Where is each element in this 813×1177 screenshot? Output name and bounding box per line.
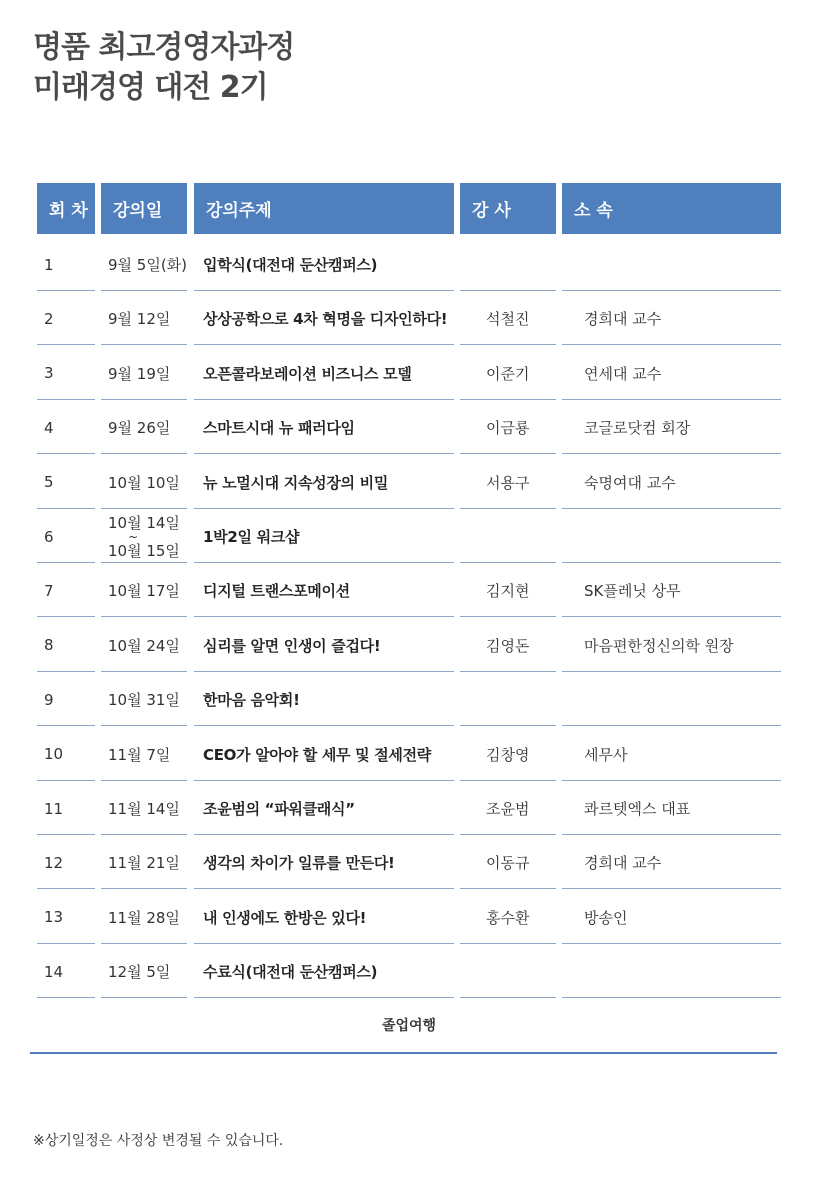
- row-divider: [194, 508, 454, 509]
- header-topic: 강의주제: [194, 183, 454, 234]
- session-number: 12: [44, 853, 64, 872]
- lecture-topic: 오픈콜라보레이션 비즈니스 모델: [203, 364, 412, 383]
- row-divider: [101, 344, 187, 345]
- row-divider: [37, 399, 95, 400]
- session-number: 9: [44, 690, 54, 709]
- lecturer-affiliation: 코글로닷컴 회장: [584, 419, 691, 438]
- lecturer-name: [486, 510, 556, 563]
- lecturer-name: [486, 673, 556, 726]
- lecture-topic: 스마트시대 뉴 패러다임: [203, 419, 355, 438]
- row-divider: [37, 290, 95, 291]
- lecture-topic: 디지털 트랜스포메이션: [203, 582, 350, 601]
- lecture-date: 10월 31일: [108, 691, 180, 710]
- row-divider: [37, 616, 95, 617]
- row-divider: [101, 562, 187, 563]
- row-divider: [101, 834, 187, 835]
- lecturer-name: 조윤범: [486, 800, 530, 818]
- lecturer-affiliation: 경희대 교수: [584, 854, 662, 873]
- row-divider: [460, 344, 556, 345]
- row-divider: [562, 725, 781, 726]
- lecture-topic: 심리를 알면 인생이 즐겁다!: [203, 636, 381, 655]
- row-divider: [194, 344, 454, 345]
- lecturer-affiliation: [584, 945, 784, 998]
- table-row: [0, 347, 813, 401]
- lecturer-name: 홍수환: [486, 908, 530, 927]
- title-line-2: 미래경영 대전 2기: [33, 70, 268, 105]
- graduation-trip-row: 졸업여행: [381, 1018, 437, 1034]
- row-divider: [101, 399, 187, 400]
- row-divider: [460, 616, 556, 617]
- row-divider: [562, 453, 781, 454]
- row-divider: [37, 562, 95, 563]
- row-divider: [194, 780, 454, 781]
- lecturer-name: 서용구: [486, 473, 530, 492]
- row-divider: [562, 943, 781, 944]
- table-row: [0, 728, 813, 782]
- lecture-topic: 입학식(대전대 둔산캠퍼스): [203, 256, 378, 274]
- table-row: [0, 510, 813, 564]
- lecturer-name: [486, 945, 556, 998]
- lecturer-affiliation: 마음편한정신의학 원장: [584, 636, 734, 655]
- row-divider: [37, 453, 95, 454]
- session-number: 5: [44, 473, 54, 492]
- lecture-topic: 수료식(대전대 둔산캠퍼스): [203, 963, 378, 982]
- lecturer-affiliation: 콰르텟엑스 대표: [584, 800, 691, 818]
- lecturer-name: 이금룡: [486, 419, 530, 438]
- row-divider: [562, 834, 781, 835]
- lecture-date: 10월 24일: [108, 636, 180, 655]
- row-divider: [562, 888, 781, 889]
- row-divider: [460, 562, 556, 563]
- lecture-date: 9월 19일: [108, 364, 171, 383]
- session-number: 14: [44, 962, 64, 981]
- row-divider: [562, 616, 781, 617]
- row-divider: [562, 508, 781, 509]
- lecturer-affiliation: 연세대 교수: [584, 364, 662, 383]
- lecturer-affiliation: [584, 238, 784, 291]
- lecture-topic: 조윤범의 “파워클래식”: [203, 800, 355, 818]
- row-divider: [460, 943, 556, 944]
- table-row: [0, 292, 813, 346]
- row-divider: [562, 562, 781, 563]
- row-divider: [101, 616, 187, 617]
- header-affiliation: 소 속: [562, 183, 781, 234]
- title-line-1: 명품 최고경영자과정: [33, 30, 295, 65]
- row-divider: [562, 780, 781, 781]
- row-divider: [37, 344, 95, 345]
- row-divider: [194, 616, 454, 617]
- row-divider: [101, 671, 187, 672]
- row-divider: [460, 290, 556, 291]
- row-divider: [37, 780, 95, 781]
- row-divider: [460, 780, 556, 781]
- table-row: [0, 673, 813, 727]
- row-divider: [562, 997, 781, 998]
- row-divider: [562, 671, 781, 672]
- row-divider: [37, 943, 95, 944]
- footnote: ※상기일정은 사정상 변경될 수 있습니다.: [33, 1133, 284, 1149]
- lecture-date: 10월 10일: [108, 473, 180, 492]
- session-number: 11: [44, 799, 64, 818]
- lecture-date: 11월 7일: [108, 745, 171, 764]
- lecture-date-part: ~: [128, 529, 139, 544]
- header-session: 회 차: [37, 183, 95, 234]
- row-divider: [194, 290, 454, 291]
- row-divider: [37, 508, 95, 509]
- table-row: [0, 782, 813, 836]
- lecture-date: 11월 14일: [108, 800, 180, 818]
- lecturer-name: 석철진: [486, 310, 530, 329]
- lecture-date: 12월 5일: [108, 963, 171, 982]
- lecture-topic: 1박2일 워크샵: [203, 528, 300, 546]
- row-divider: [460, 834, 556, 835]
- session-number: 10: [44, 745, 64, 764]
- table-row: [0, 891, 813, 945]
- lecture-date: 10월 17일: [108, 582, 180, 601]
- row-divider: [101, 943, 187, 944]
- row-divider: [37, 671, 95, 672]
- row-divider: [194, 562, 454, 563]
- lecture-date: [108, 510, 194, 563]
- session-number: 13: [44, 908, 64, 927]
- session-number: 1: [44, 255, 54, 274]
- lecture-topic: 내 인생에도 한방은 있다!: [203, 908, 367, 927]
- row-divider: [460, 725, 556, 726]
- row-divider: [194, 399, 454, 400]
- row-divider: [562, 290, 781, 291]
- lecture-topic: 뉴 노멀시대 지속성장의 비밀: [203, 473, 389, 492]
- row-divider: [37, 888, 95, 889]
- row-divider: [460, 508, 556, 509]
- session-number: 2: [44, 309, 54, 328]
- lecturer-affiliation: 방송인: [584, 908, 628, 927]
- row-divider: [460, 453, 556, 454]
- table-bottom-rule: [30, 1052, 777, 1054]
- row-divider: [194, 725, 454, 726]
- row-divider: [460, 671, 556, 672]
- lecturer-name: 김지현: [486, 582, 530, 601]
- row-divider: [562, 399, 781, 400]
- row-divider: [37, 997, 95, 998]
- header-lecturer: 강 사: [460, 183, 556, 234]
- table-row: [0, 456, 813, 510]
- row-divider: [460, 997, 556, 998]
- lecture-date-part: 10월 14일: [108, 513, 180, 532]
- row-divider: [101, 290, 187, 291]
- lecturer-name: [486, 238, 556, 291]
- lecturer-name: 김영돈: [486, 636, 530, 655]
- lecturer-name: 이준기: [486, 364, 530, 383]
- table-row: [0, 945, 813, 999]
- header-date: 강의일: [101, 183, 187, 234]
- lecture-date-part: 10월 15일: [108, 541, 180, 560]
- lecture-date: 9월 5일(화): [108, 256, 188, 274]
- lecture-topic: 한마음 음악회!: [203, 691, 300, 710]
- row-divider: [194, 671, 454, 672]
- row-divider: [101, 453, 187, 454]
- lecturer-name: 김창영: [486, 745, 530, 764]
- lecturer-affiliation: 숙명여대 교수: [584, 473, 676, 492]
- row-divider: [194, 453, 454, 454]
- lecture-topic: CEO가 알아야 할 세무 및 절세전략: [203, 745, 431, 764]
- lecturer-affiliation: 경희대 교수: [584, 310, 662, 329]
- row-divider: [194, 834, 454, 835]
- table-row: [0, 619, 813, 673]
- row-divider: [37, 725, 95, 726]
- lecture-date: 11월 28일: [108, 908, 180, 927]
- session-number: 8: [44, 636, 54, 655]
- lecturer-affiliation: 세무사: [584, 745, 628, 764]
- row-divider: [460, 399, 556, 400]
- table-row: [0, 836, 813, 890]
- session-number: 3: [44, 364, 54, 383]
- lecturer-affiliation: SK플레닛 상무: [584, 582, 681, 601]
- lecture-topic: 생각의 차이가 일류를 만든다!: [203, 854, 395, 873]
- row-divider: [194, 997, 454, 998]
- row-divider: [460, 888, 556, 889]
- lecture-date: 11월 21일: [108, 854, 180, 873]
- row-divider: [101, 997, 187, 998]
- row-divider: [101, 888, 187, 889]
- page-title: [33, 28, 294, 108]
- row-divider: [101, 780, 187, 781]
- row-divider: [101, 725, 187, 726]
- row-divider: [194, 888, 454, 889]
- row-divider: [562, 344, 781, 345]
- table-row: [0, 564, 813, 618]
- table-row: [0, 401, 813, 455]
- lecture-topic: 상상공학으로 4차 혁명을 디자인하다!: [203, 310, 448, 329]
- session-number: 7: [44, 581, 54, 600]
- lecturer-name: 이동규: [486, 854, 530, 873]
- session-number: 6: [44, 527, 54, 546]
- lecturer-affiliation: [584, 510, 784, 563]
- table-row: [0, 238, 813, 292]
- row-divider: [194, 943, 454, 944]
- row-divider: [37, 834, 95, 835]
- lecturer-affiliation: [584, 673, 784, 726]
- lecture-date: 9월 26일: [108, 419, 171, 438]
- lecture-date: 9월 12일: [108, 310, 171, 329]
- session-number: 4: [44, 418, 54, 437]
- row-divider: [101, 508, 187, 509]
